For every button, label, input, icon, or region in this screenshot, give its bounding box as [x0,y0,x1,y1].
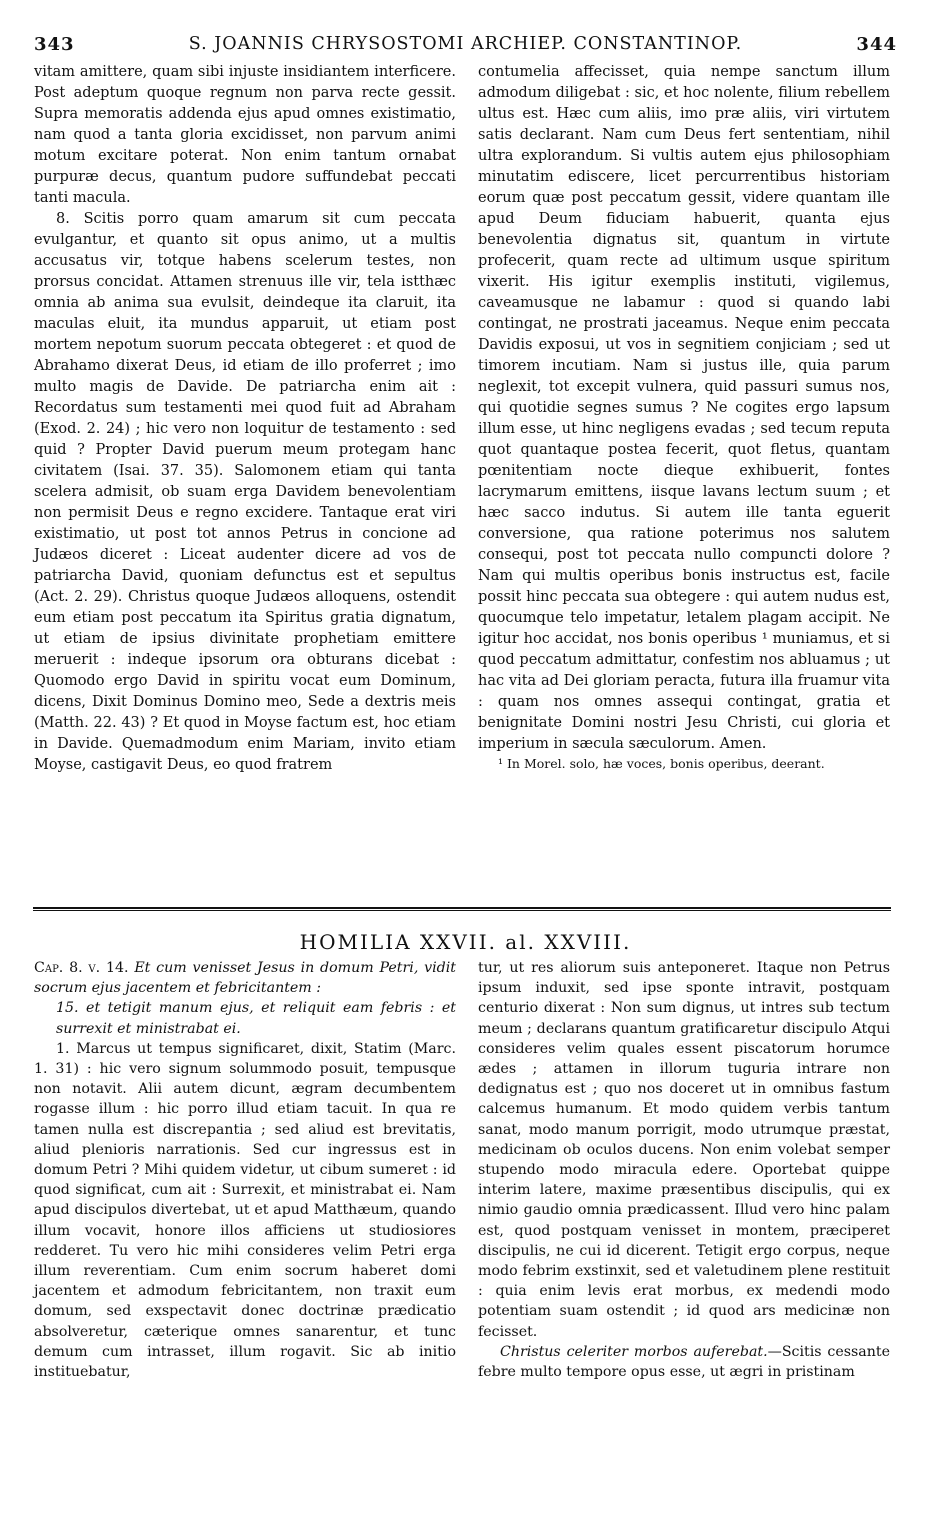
lemma-text-2: 15. et tetigit manum ejus, et reliquit eam febris : et surrexit et ministrabat ei. [56,1000,456,1037]
running-title: S. JOANNIS CHRYSOSTOMI ARCHIEP. CONSTANTINOP. [188,34,743,54]
paragraph-1: 1. Marcus ut tempus significaret, dixit, Statim (Marc. 1. 31) : hic vero signum solummodo posuit, tempusque non notavit. Alii autem dicunt, ægram decumbentem rogasse illum : hic porro illud etiam tacuit. In qua re tamen nulla est discrepantia ; sed aliud est brevitatis, aliud plenioris narrationis. Sed cur ingressus est in domum Petri ? Mihi quidem videtur, ut cibum sumeret : id quod significat, cum ait : Surrexit, et ministrabat ei. Nam apud discipulos divertebat, ut et apud Matthæum, quando illum vocavit, honore illos afficiens ut studiosiores redderet. Tu vero hic mihi consideres velim Petri erga illum reverentiam. Cum enim socrum haberet domi jacentem et admodum febricitantem, non traxit eum domum, sed exspectavit donec doctrinæ prædicatio absolveretur, cæterique omnes sanarentur, et tunc demum cum intrasset, illum rogavit. Sic ab initio instituebatur, [34,1040,456,1381]
column-left-bottom [34,958,456,1382]
paragraph-text: —Scitis cessante febre multo tempore opus esse, ut ægri in pristinam [478,1343,890,1381]
running-header [0,34,931,60]
section-divider [33,907,891,909]
page-number-right: 344 [856,34,897,55]
column-left-top [34,62,456,776]
paragraph: contumelia affecisset, quia nempe sanctum illum admodum diligebat : sic, et hoc nolente, filium rebellem ultus est. Hæc cum aliis, imo præ aliis, viri virtutem satis declarant. Nam cum Deus fert sententiam, nihil ultra explorandum. Si vultis autem ejus philosophiam minutatim ediscere, licet percurrentibus historiam eorum quæ post peccatum gessit, videre quantam ille apud Deum fiduciam habuerit, quanta ejus benevolentia dignatus sit, quantum in virtute profecerit, quam recte ad ultimum usque spiritum vixerit. His igitur exemplis instituti, vigilemus, caveamusque ne labamur : quod si quando labi contingat, ne prostrati jaceamus. Neque enim peccata Davidis exposui, ut vos in segnitiem conjiciam ; sed ut timorem incutiam. Nam si justus ille, quia parum neglexit, tot excepit vulnera, quid passuri sumus nos, qui quotidie segnes sumus ? Ne cogites ergo lapsum illum esse, ut hinc negligens evadas ; sed tecum reputa quot quantaque postea fecerit, quot fletus, quantam pœnitentiam nocte dieque exhibuerit, fontes lacrymarum emittens, iisque lavans lectum suum ; et hæc sacco indutus. Si autem ille tanta eguerit conversione, qua ratione poterimus nos salutem consequi, post tot peccata nullo compuncti dolore ? Nam qui multis operibus bonis instructus est, facile possit hinc peccata sua obtegere : qui autem nudus est, quocumque telo impetatur, letalem plagam accipit. Ne igitur hoc accidat, nos bonis operibus ¹ muniamus, et si quod peccatum admittatur, confestim nos abluamus ; ut hac vita ad Dei gloriam peracta, futura illa fruamur vita : quam nos omnes assequi contingat, gratia et benignitate Domini nostri Jesu Christi, cui gloria et imperium in sæcula sæculorum. Amen. [478,64,890,752]
side-heading: Christus celeriter morbos auferebat. [500,1343,768,1360]
homily-title: HOMILIA XXVII. al. XXVIII. [299,930,632,954]
paragraph-christus [478,1342,890,1382]
scripture-lemma [34,958,456,1039]
paragraph: tur, ut res aliorum suis anteponeret. Itaque non Petrus ipsum induxit, sed ipse sponte intravit, postquam centurio dixerat : Non sum dignus, ut intres sub tectum meum ; declarans quantum gratificaretur discipulo Atqui consideres velim quales essent piscatorum horumce ædes ; attamen in illorum tuguria intrare non dedignatus est ; quo nos doceret ut in omnibus fastum calcemus humanum. Et modo quidem verbis tantum sanat, modo manum porrigit, modo utrumque præstat, medicinam ob oculos ducens. Non enim volebat semper stupendo modo miracula edere. Oportebat quippe interim latere, maxime præsentibus discipulis, qui ex nimio gaudio omnia prædicassent. Illud vero hinc palam est, quod postquam venisset in montem, præciperet discipulis, ne cui id dicerent. Tetigit ergo corpus, neque modo febrim exstinxit, sed et valetudinem plene restituit : quia enim levis erat morbus, ex medendi modo potentiam suam ostendit ; id quod ars medicinæ non fecisset. [478,960,890,1340]
section-divider-thin [33,910,891,911]
page-number-left: 343 [34,34,75,55]
column-right-bottom [478,958,890,1382]
chapter-verse-ref: Cap. 8. v. 14. [34,960,129,976]
footnote: ¹ In Morel. solo, hæ voces, bonis operibus, deerant. [498,756,825,771]
column-right-top [478,62,890,773]
paragraph: vitam amittere, quam sibi injuste insidiantem interficere. Post adeptum quoque regnum non parva recte gessit. Supra memoratis addenda ejus apud omnes existimatio, nam quod a tanta gloria excidisset, non parvum animi motum excitare poterat. Non enim tantum ornabat purpuræ decus, quantum pudore suffundebat peccati tanti macula. [34,64,456,206]
paragraph-8: 8. Scitis porro quam amarum sit cum peccata evulgantur, et quanto sit opus animo, ut a multis accusatus vir, totque habens scelerum testes, non prorsus concidat. Attamen strenuus ille vir, tela istthæc omnia ab anima sua evulsit, deindeque ita claruit, ita maculas eluit, ita mundus apparuit, ut etiam post mortem nepotum suorum peccata obtegeret : et quod de Abrahamo dixerat Deus, id etiam de illo proferret ; imo multo magis de Davide. De patriarcha enim ait : Recordatus sum testamenti mei quod fuit ad Abraham (Exod. 2. 24) ; hic vero non loquitur de testamento : sed quid ? Propter David puerum meum protegam hanc civitatem (Isai. 37. 35). Salomonem etiam qui tanta scelera admisit, ob suam erga Davidem benevolentiam non permisit Deus e regno excidere. Tantaque erat viri existimatio, ut post tot annos Petrus in concione ad Judæos diceret : Liceat audenter dicere ad vos de patriarcha David, quoniam defunctus est et sepultus (Act. 2. 29). Christus quoque Judæos alloquens, ostendit eum etiam post peccatum ita Spiritus gratia dignatum, ut etiam de ipsius divinitate prophetiam emittere meruerit : indeque ipsorum ora obturans dicebat : Quomodo ergo David in spiritu vocat eum Dominum, dicens, Dixit Dominus Domino meo, Sede a dextris meis (Matth. 22. 43) ? Et quod in Moyse factum est, hoc etiam in Davide. Quemadmodum enim Mariam, invito etiam Moyse, castigavit Deus, eo quod fratrem [34,211,456,773]
lemma-text-1: Et cum venisset Jesus in domum Petri, vidit socrum ejus jacentem et febricitantem : [34,960,456,997]
